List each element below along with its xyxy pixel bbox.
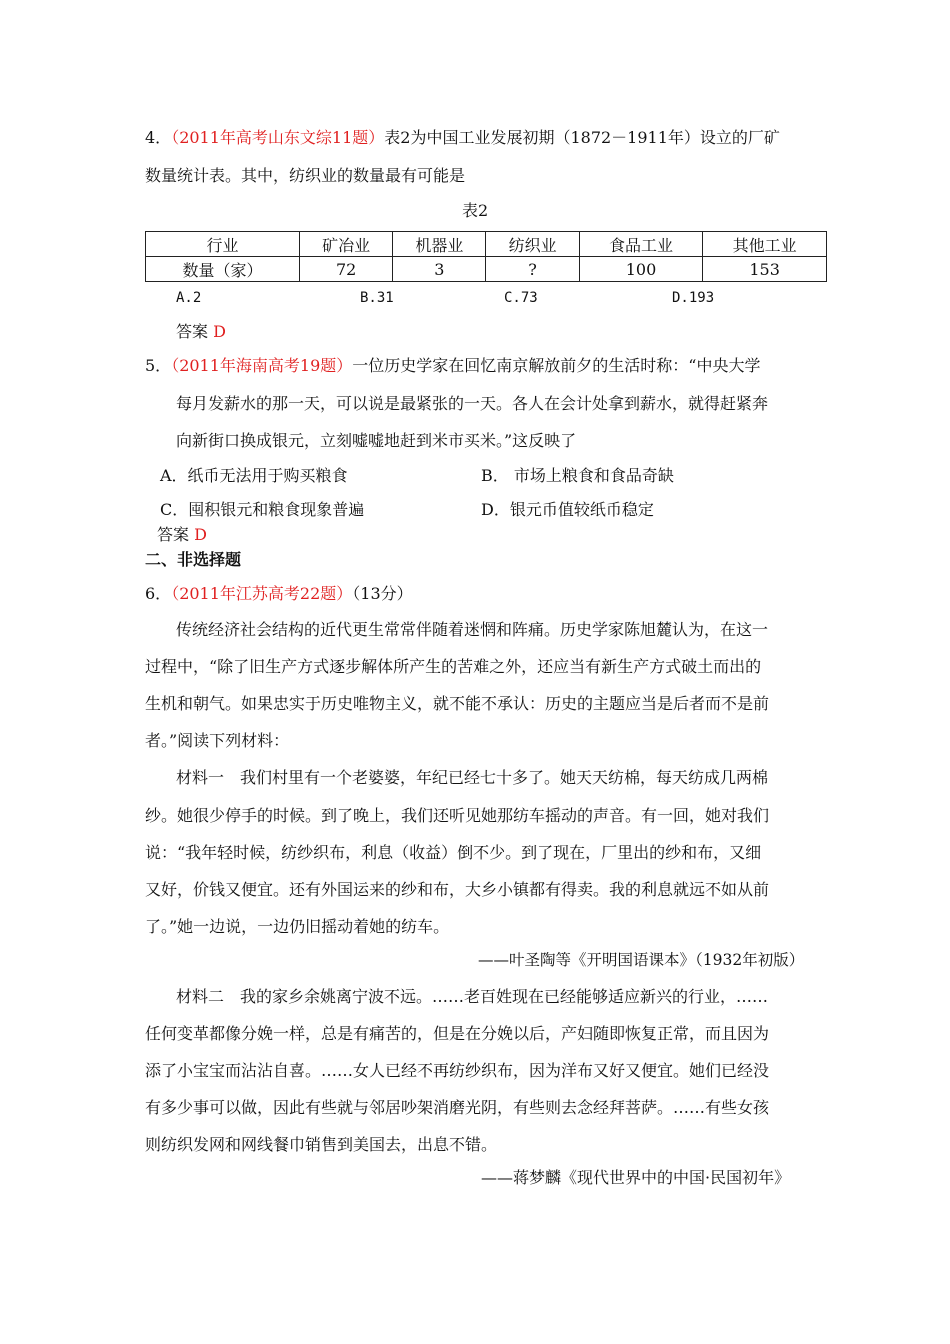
question-source: （2011年海南高考19题）: [171, 356, 353, 375]
table-cell: 72: [300, 257, 393, 282]
intro-line: 过程中，“除了旧生产方式逐步解体所产生的苦难之外，还应当有新生产方式破土而出的: [145, 657, 762, 676]
question-6-line-1: [145, 584, 413, 604]
table-header-cell: 其他工业: [703, 232, 827, 257]
question-source: （2011年高考山东文综11题）: [171, 128, 385, 147]
intro-line: 者。”阅读下列材料：: [145, 731, 290, 750]
table-header-cell: 行业: [146, 232, 300, 257]
material-1-line: 说：“我年轻时候，纺纱织布，利息（收益）倒不少。到了现在，厂里出的纱和布，又细: [145, 843, 762, 862]
option-b: B． 市场上粮食和食品奇缺: [481, 466, 674, 485]
question-5-line-1: [145, 356, 760, 376]
material-1-line: 纱。她很少停手的时候。到了晚上，我们还听见她那纺车摇动的声音。有一回，她对我们: [145, 806, 770, 825]
table-cell: 153: [703, 257, 827, 282]
material-2-line: 有多少事可以做，因此有些就与邻居吵架消磨光阴，有些则去念经拜菩萨。……有些女孩: [145, 1098, 770, 1117]
answer-label: 答案: [176, 322, 209, 341]
material-1-line: 了。”她一边说，一边仍旧摇动着她的纺车。: [145, 917, 450, 936]
option-c: C.73: [504, 290, 538, 306]
table-cell: 3: [393, 257, 486, 282]
answer-value: D: [213, 322, 226, 341]
section-title: 二、非选择题: [145, 550, 242, 569]
intro-line: 生机和朝气。如果忠实于历史唯物主义，就不能不承认：历史的主题应当是后者而不是前: [145, 694, 770, 713]
material-2-line: 任何变革都像分娩一样，总是有痛苦的，但是在分娩以后，产妇随即恢复正常，而且因为: [145, 1024, 770, 1043]
table-header-cell: 矿冶业: [300, 232, 393, 257]
question-stem: 表2为中国工业发展初期（1872－1911年）设立的厂矿: [384, 128, 780, 147]
answer-value: D: [194, 525, 207, 544]
option-a: A．纸币无法用于购买粮食: [160, 466, 348, 485]
material-2-line: 则纺织发网和网线餐巾销售到美国去，出息不错。: [145, 1135, 498, 1154]
table-caption: 表2: [462, 201, 489, 220]
question-score: （13分）: [352, 584, 413, 603]
material-1-source: ——叶圣陶等《开明国语课本》（1932年初版）: [478, 951, 805, 969]
table-cell: 数量（家）: [146, 257, 300, 282]
question-number: 4．: [145, 128, 172, 147]
question-5-line-3: 向新街口换成银元，立刻嘘嘘地赶到米市买米。”这反映了: [176, 431, 577, 450]
question-number: 5．: [145, 356, 172, 375]
table-header-cell: 机器业: [393, 232, 486, 257]
table-cell: ?: [486, 257, 579, 282]
question-4-line-2: 数量统计表。其中，纺织业的数量最有可能是: [145, 166, 466, 185]
table-header-cell: 食品工业: [579, 232, 703, 257]
table-header-row: [146, 232, 827, 257]
option-b: B.31: [360, 290, 394, 306]
statistics-table: [145, 231, 827, 282]
material-2-source: ——蒋梦麟《现代世界中的中国·民国初年》: [481, 1168, 791, 1187]
option-d: D.193: [672, 290, 715, 306]
question-4-line-1: [145, 128, 780, 148]
intro-line: 传统经济社会结构的近代更生常常伴随着迷惘和阵痛。历史学家陈旭麓认为，在这一: [176, 620, 769, 639]
answer-label: 答案: [157, 525, 190, 544]
answer-line: [176, 322, 226, 342]
material-1-line: 材料一 我们村里有一个老婆婆，年纪已经七十多了。她天天纺棉，每天纺成几两棉: [176, 768, 769, 787]
option-c: C．囤积银元和粮食现象普遍: [160, 500, 365, 519]
table-cell: 100: [579, 257, 703, 282]
material-2-line: 材料二 我的家乡余姚离宁波不远。……老百姓现在已经能够适应新兴的行业，……: [176, 987, 769, 1006]
answer-line: [157, 525, 207, 545]
option-a: A.2: [176, 290, 202, 306]
question-source: （2011年江苏高考22题）: [171, 584, 353, 603]
question-5-line-2: 每月发薪水的那一天，可以说是最紧张的一天。各人在会计处拿到薪水，就得赶紧奔: [176, 394, 769, 413]
table-row: [146, 257, 827, 282]
material-2-line: 添了小宝宝而沾沾自喜。……女人已经不再纺纱织布，因为洋布又好又便宜。她们已经没: [145, 1061, 770, 1080]
question-number: 6．: [145, 584, 172, 603]
option-d: D．银元币值较纸币稳定: [481, 500, 654, 519]
question-stem: 一位历史学家在回忆南京解放前夕的生活时称：“中央大学: [352, 356, 761, 375]
table-header-cell: 纺织业: [486, 232, 579, 257]
material-1-line: 又好，价钱又便宜。还有外国运来的纱和布，大乡小镇都有得卖。我的利息就远不如从前: [145, 880, 770, 899]
